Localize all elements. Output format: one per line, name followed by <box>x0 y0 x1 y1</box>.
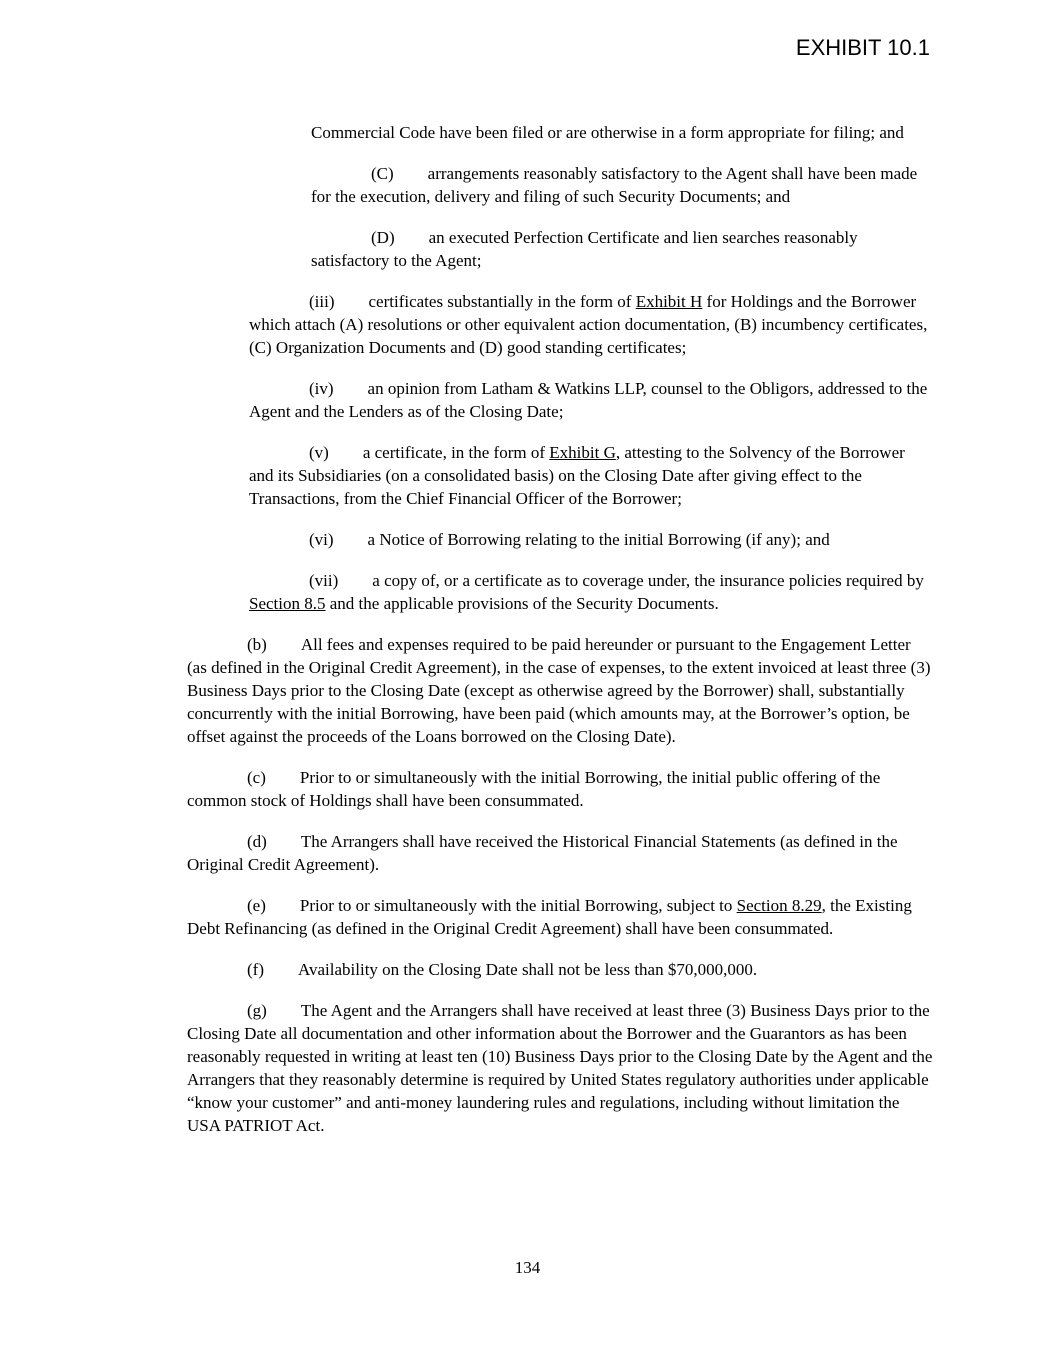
paragraph-clause-D <box>311 226 933 272</box>
underlined-reference: Exhibit H <box>635 292 703 311</box>
text-run: and the applicable provisions of the Security Documents. <box>325 594 719 613</box>
text-run: The Agent and the Arrangers shall have received at least three (3) Business Days prior to the Closing Date all documentation and other information about the Borrower and the Guarantors as has been reasonably requested in writing at least ten (10) Business Days prior to the Closing Date by the Agent and the Arrangers that they reasonably determine is required by United States regulatory authorities under applicable “know your customer” and anti-money laundering rules and regulations, including without limitation the USA PATRIOT Act. <box>187 1001 933 1135</box>
text-run: a certificate, in the form of <box>362 443 550 462</box>
text-run: an opinion from Latham & Watkins LLP, counsel to the Obligors, addressed to the Agent and the Lenders as of the Closing Date; <box>249 379 928 421</box>
clause-label: (c) <box>247 768 266 787</box>
paragraph-text <box>187 1001 932 1135</box>
paragraph-clause-d <box>187 830 933 876</box>
text-run: a copy of, or a certificate as to coverage under, the insurance policies required by <box>372 571 924 590</box>
text-run: for Holdings and the Borrower which attach (A) resolutions or other equivalent action documentation, (B) incumbency certificates, (C) Organization Documents and (D) good standing certificates; <box>249 292 928 357</box>
text-run: The Arrangers shall have received the Historical Financial Statements (as defined in the Original Credit Agreement). <box>187 832 898 874</box>
paragraph-clause-vi <box>249 528 933 551</box>
clause-label: (vi) <box>309 530 334 549</box>
paragraph-clause-iii <box>249 290 933 359</box>
paragraph-clause-iv <box>249 377 933 423</box>
clause-label: (d) <box>247 832 267 851</box>
clause-label: (vii) <box>309 571 339 590</box>
text-run: certificates substantially in the form of <box>368 292 636 311</box>
exhibit-header: EXHIBIT 10.1 <box>795 35 930 60</box>
paragraph-clause-v <box>249 441 933 510</box>
paragraph-clause-g <box>187 999 933 1137</box>
paragraph-clause-c <box>187 766 933 812</box>
text-run: , attesting to the Solvency of the Borrower and its Subsidiaries (on a consolidated basis) on the Closing Date after giving effect to the Transactions, from the Chief Financial Officer of the Borrower; <box>249 443 905 508</box>
paragraph-clause-vii <box>249 569 933 615</box>
page-number: 134 <box>514 1258 541 1277</box>
paragraph-text <box>298 960 757 979</box>
clause-label: (e) <box>247 896 266 915</box>
paragraph-text <box>368 530 830 549</box>
clause-label: (f) <box>247 960 264 979</box>
text-run: , the Existing Debt Refinancing (as defined in the Original Credit Agreement) shall have been consummated. <box>187 896 912 938</box>
paragraph-clause-e <box>187 894 933 940</box>
paragraph-text <box>311 123 904 142</box>
paragraph-continuation-commercial-code <box>311 121 933 144</box>
underlined-reference: Exhibit G <box>549 443 616 462</box>
text-run: Prior to or simultaneously with the initial Borrowing, subject to <box>299 896 737 915</box>
paragraph-clause-f <box>187 958 933 981</box>
text-run: Commercial Code have been filed or are otherwise in a form appropriate for filing; and <box>311 123 904 142</box>
document-body <box>187 121 933 1137</box>
paragraph-clause-b <box>187 633 933 748</box>
text-run: Availability on the Closing Date shall not be less than $70,000,000. <box>297 960 758 979</box>
clause-label: (g) <box>247 1001 267 1020</box>
underlined-reference: Section 8.5 <box>249 594 326 613</box>
text-run: an executed Perfection Certificate and lien searches reasonably satisfactory to the Agent; <box>311 228 858 270</box>
clause-label: (iv) <box>309 379 334 398</box>
text-run: All fees and expenses required to be paid hereunder or pursuant to the Engagement Letter (as defined in the Original Credit Agreement), in the case of expenses, to the extent invoiced at least three (3) Business Days prior to the Closing Date (except as otherwise agreed by the Borrower) shall, substantially concurrently with the initial Borrowing, have been paid (which amounts may, at the Borrower’s option, be offset against the proceeds of the Loans borrowed on the Closing Date). <box>187 635 931 746</box>
text-run: arrangements reasonably satisfactory to the Agent shall have been made for the execution, delivery and filing of such Security Documents; and <box>311 164 918 206</box>
clause-label: (C) <box>371 164 394 183</box>
text-run: Prior to or simultaneously with the initial Borrowing, the initial public offering of the common stock of Holdings shall have been consummated. <box>187 768 881 810</box>
clause-label: (D) <box>371 228 395 247</box>
clause-label: (b) <box>247 635 267 654</box>
clause-label: (v) <box>309 443 329 462</box>
clause-label: (iii) <box>309 292 335 311</box>
underlined-reference: Section 8.29 <box>736 896 822 915</box>
paragraph-clause-C <box>311 162 933 208</box>
text-run: a Notice of Borrowing relating to the initial Borrowing (if any); and <box>367 530 830 549</box>
